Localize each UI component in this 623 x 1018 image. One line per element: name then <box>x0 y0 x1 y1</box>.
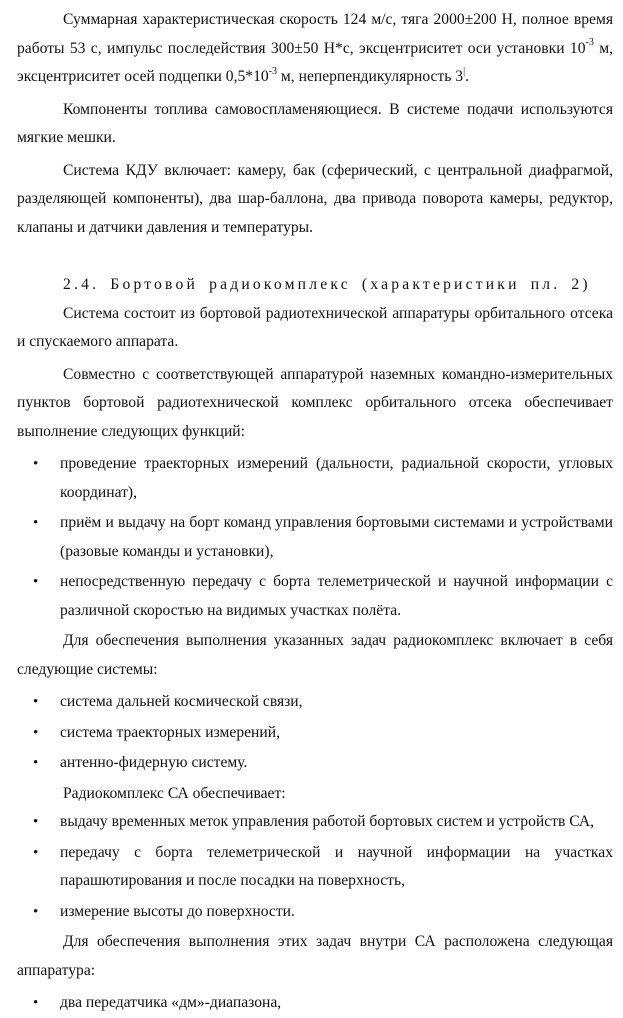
list-item: • антенно-фидерную систему. <box>17 749 613 778</box>
list-item: • приём и выдачу на борт команд управления бортовыми системами и устройствами (разовые команды и установки), <box>17 509 613 566</box>
paragraph-equipment-intro: Для обеспечения выполнения этих задач внутри СА расположена следующая аппаратура: <box>17 933 613 979</box>
list-item: • измерение высоты до поверхности. <box>17 898 613 927</box>
sa-list <box>17 808 613 926</box>
systems-list <box>17 688 613 778</box>
list-item: • два передатчика «дм»-диапазона, <box>17 989 613 1018</box>
bullet-icon: • <box>33 694 39 710</box>
bullet-icon: • <box>33 724 39 741</box>
bullet-icon: • <box>33 755 39 771</box>
paragraph-systems-intro: Для обеспечения выполнения указанных задач радиокомплекс включает в себя следующие системы: <box>17 632 613 678</box>
list-item: • проведение траекторных измерений (дальности, радиальной скорости, угловых координат), <box>17 450 613 507</box>
paragraph-fuel: Компоненты топлива самовоспламеняющиеся. В системе подачи используются мягкие мешки. <box>17 100 613 146</box>
bullet-icon: • <box>33 515 39 531</box>
paragraph-kdu-system: Система КДУ включает: камеру, бак (сферический, с центральной диафрагмой, разделяющей компоненты), два шар-баллона, два привода поворота камеры, редуктор, клапаны и датчики давления и температуры. <box>17 161 613 236</box>
equipment-list <box>17 989 613 1018</box>
paragraph-kdu-characteristics: Суммарная характеристическая скорость 124 м/с, тяга 2000±200 Н, полное время работы 53 с, импульс последействия 300±50 Н*с, эксцентриситет оси установки $10^{-3}$ м, эксцентриситет осей подцепки $0,5*10^{-3}$ м, неперпендикулярность 3|. <box>17 11 613 85</box>
list-item: • выдачу временных меток управления работой бортовых систем и устройств СА, <box>17 808 613 837</box>
list-item: • непосредственную передачу с борта телеметрической и научной информации с различной скоростью на видимых участках полёта. <box>17 568 613 625</box>
bullet-icon: • <box>33 903 39 920</box>
bullet-icon: • <box>33 844 39 861</box>
functions-list <box>17 450 613 625</box>
bullet-icon: • <box>33 995 39 1011</box>
bullet-icon: • <box>33 814 39 830</box>
bullet-icon: • <box>33 574 39 590</box>
section-heading: 2.4. Бортовой радиокомплекс (характеристики пл. 2) <box>63 276 591 293</box>
paragraph-functions-intro: Совместно с соответствующей аппаратурой наземных командно-измерительных пунктов бортовой радиотехнической комплекс орбитального отсека обеспечивает выполнение следующих функций: <box>17 365 613 440</box>
bullet-icon: • <box>33 456 39 472</box>
paragraph-sa-provides: Радиокомплекс СА обеспечивает: <box>63 784 286 802</box>
list-item: • система дальней космической связи, <box>17 688 613 717</box>
list-item: • передачу с борта телеметрической и научной информации на участках парашютирования и после посадки на поверхность, <box>17 839 613 896</box>
paragraph-system-composition: Система состоит из бортовой радиотехнической аппаратуры орбитального отсека и спускаемого аппарата. <box>17 304 613 350</box>
list-item: • система траекторных измерений, <box>17 719 613 748</box>
